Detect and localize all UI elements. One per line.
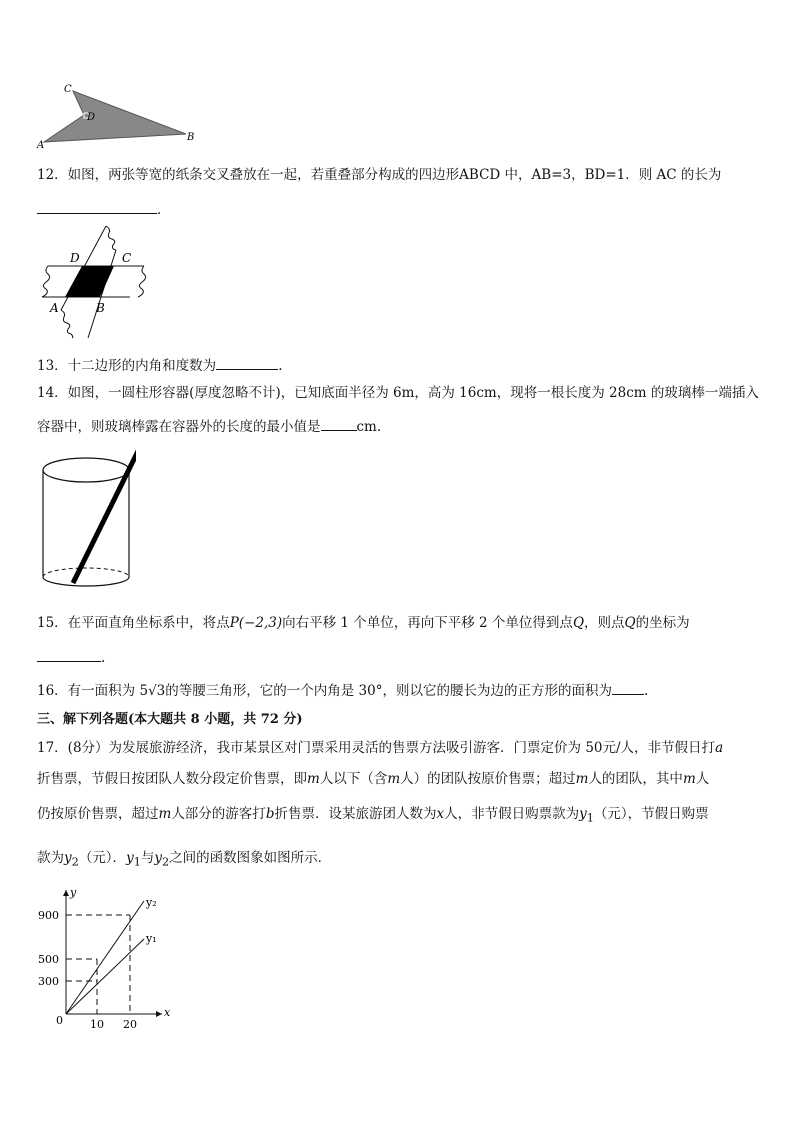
x-tick-20: 20 <box>123 1018 137 1029</box>
q17-l2-d: 人的团队，其中 <box>588 771 683 787</box>
series-y2-label: y₂ <box>146 896 157 909</box>
q15-blank <box>37 647 101 662</box>
q17-l3-d: 人，非节假日购票款为 <box>444 806 580 822</box>
q17-l3-e: （元），节假日购票 <box>593 806 709 822</box>
label-a: A <box>37 140 45 150</box>
function-graph <box>34 884 194 1029</box>
q17-sub: 1 <box>133 855 141 869</box>
overlap-rhombus <box>65 266 114 297</box>
cylinder-bottom-front <box>43 577 129 586</box>
q17-var-m: m <box>307 771 320 787</box>
q17-var-y: y <box>579 806 587 822</box>
q17-var-y: y <box>154 850 163 866</box>
q13-stem: 13．十二边形的内角和度数为 <box>37 358 217 374</box>
strip-h-left-wave <box>42 266 50 297</box>
q17-var-x: x <box>436 806 445 822</box>
q17-var-a: a <box>715 740 724 756</box>
label-b: B <box>187 132 195 143</box>
q17-l4-b: （元）． <box>78 850 127 866</box>
series-y1-label: y₁ <box>146 932 157 945</box>
q15-end: . <box>101 650 106 666</box>
q17-sub: 1 <box>586 811 594 825</box>
strip-label-c: C <box>122 251 132 265</box>
q17-var-y: y <box>64 850 72 866</box>
strips-figure <box>36 220 156 345</box>
q17-l3-c: 折售票．设某旅游团人数为 <box>274 806 437 822</box>
q16-part2: 的等腰三角形，它的一个内角是 30°，则以它的腰长为边的正方形的面积为 <box>165 683 612 699</box>
q16-sqrt: √3 <box>148 683 166 699</box>
origin-label: 0 <box>56 1014 63 1027</box>
q12-text <box>37 166 721 184</box>
q17-var-m: m <box>575 771 589 787</box>
q17-l2-b: 人以下（含 <box>319 771 388 787</box>
q17-l2-e: 人 <box>695 771 710 787</box>
q17-var-m: m <box>682 771 696 787</box>
q13-blank <box>216 355 278 370</box>
q17-l3-b: 人部分的游客打 <box>171 806 266 822</box>
q17-l2-a: 折售票，节假日按团队人数分段定价售票，即 <box>37 771 307 787</box>
q17-line1 <box>37 739 723 757</box>
q17-var-m: m <box>387 771 401 787</box>
q17-l3-a: 仍按原价售票，超过 <box>37 806 159 822</box>
x-axis-label: x <box>164 1006 171 1019</box>
q14-blank <box>321 416 357 431</box>
q12-end: ． <box>157 202 171 218</box>
q15-part1: 15．在平面直角坐标系中，将点 <box>37 615 230 631</box>
strip-s-bottom-wave <box>61 310 73 338</box>
series-y2 <box>66 901 144 1014</box>
q14-stem-2: 容器中，则玻璃棒露在容器外的长度的最小值是 <box>37 419 321 435</box>
q14-stem-1: 14．如图，一圆柱形容器(厚度忽略不计)，已知底面半径为 6m，高为 16cm，现将一根长度为 28cm 的玻璃棒一端插入 <box>37 385 759 401</box>
q14-line2 <box>37 416 381 436</box>
x-tick-10: 10 <box>90 1018 104 1029</box>
q17-sub: 2 <box>71 855 79 869</box>
y-axis-label: y <box>70 886 77 899</box>
triangle-figure <box>34 80 204 150</box>
strip-s-top-wave <box>106 226 116 250</box>
q17-l1-text: 17．(8分）为发展旅游经济，我市某景区对门票采用灵活的售票方法吸引游客．门票定价为 50元/人，非节假日打 <box>37 740 716 756</box>
q16-part1: 16．有一面积为 5 <box>37 683 149 699</box>
q15-part2: 向右平移 1 个单位，再向下平移 2 个单位得到点 <box>282 615 573 631</box>
y-tick-500: 500 <box>38 953 59 966</box>
section-3-heading: 三、解下列各题(本大题共 8 小题，共 72 分) <box>37 712 303 727</box>
strip-label-a: A <box>50 301 59 315</box>
q17-l2-c: 人）的团队按原价售票；超过 <box>400 771 576 787</box>
strip-label-b: B <box>96 301 105 315</box>
q17-line4 <box>37 849 331 872</box>
q13-end: . <box>278 358 283 374</box>
q14-line1 <box>37 384 759 402</box>
series-y1 <box>66 939 144 1014</box>
q12-line1: 12．如图，两张等宽的纸条交叉叠放在一起，若重叠部分构成的四边形ABCD 中，AB=3，BD=1．则 AC 的长为 <box>37 167 722 183</box>
q16-text <box>37 680 648 700</box>
q15-answer-line <box>37 647 105 667</box>
q17-sub: 2 <box>162 855 170 869</box>
label-c: C <box>64 84 72 95</box>
q12-blank <box>37 199 157 214</box>
strip-label-d: D <box>70 251 80 265</box>
q15-point: P(−2,3) <box>229 615 283 631</box>
y-tick-900: 900 <box>38 909 59 922</box>
q17-l4-d: 之间的函数图象如图所示． <box>169 850 332 866</box>
q17-l4-a: 款为 <box>37 850 64 866</box>
q17-l4-c: 与 <box>140 850 155 866</box>
q13-text <box>37 355 282 375</box>
label-d: D <box>87 112 96 123</box>
q15-q2: Q <box>624 615 636 631</box>
q17-var-m: m <box>158 806 172 822</box>
q12-answer-line <box>37 199 171 219</box>
q16-end: . <box>643 683 649 699</box>
q17-var-y: y <box>126 850 134 866</box>
q16-blank <box>612 680 644 695</box>
q15-part3: ，则点 <box>584 615 625 631</box>
cylinder-figure <box>36 443 136 588</box>
y-tick-300: 300 <box>38 975 59 988</box>
q17-line3 <box>37 805 709 828</box>
q15-q1: Q <box>572 615 585 631</box>
cylinder-top <box>43 458 129 482</box>
q17-var-b: b <box>265 806 275 822</box>
strip-h-right-wave <box>138 266 146 297</box>
cylinder-bottom-back <box>43 568 129 577</box>
q15-line1 <box>37 614 690 632</box>
q17-line2 <box>37 770 709 788</box>
q15-part4: 的坐标为 <box>635 615 690 631</box>
triangle-shape <box>44 91 186 142</box>
q14-unit: cm. <box>356 419 382 435</box>
